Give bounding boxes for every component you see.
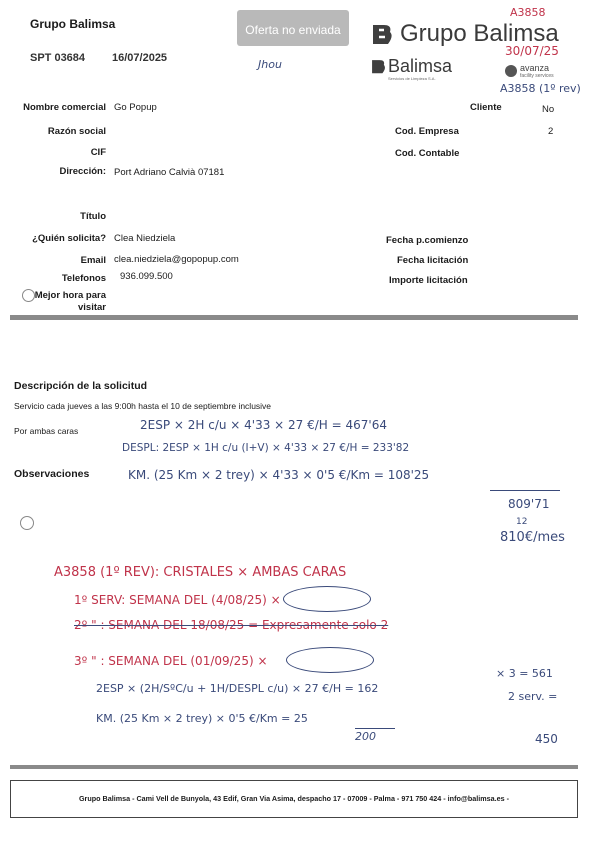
- fecha-comienzo-label: Fecha p.comienzo: [386, 235, 469, 246]
- solicitud-line2: Por ambas caras: [14, 426, 79, 436]
- date-circle-1: [283, 586, 371, 612]
- hw-total2: 810€/mes: [500, 530, 565, 545]
- quien-solicita-label: ¿Quién solicita?: [32, 233, 106, 244]
- quien-solicita-value: Clea Niedziela: [114, 233, 176, 244]
- balimsa-small-b-icon: [370, 58, 388, 76]
- logo2-text: Balimsa: [388, 56, 453, 76]
- balimsa-b-icon: [370, 22, 396, 48]
- hw-total1: 809'71: [508, 497, 550, 511]
- logo3-sub: facility services: [520, 73, 554, 79]
- cliente-value: No: [542, 104, 555, 115]
- cif-label: CIF: [90, 147, 106, 158]
- telefonos-value: 936.099.500: [120, 271, 173, 282]
- hw-top-ref2: A3858 (1º rev): [500, 82, 581, 95]
- logo2-sub: Servicios de Limpieza S.A.: [388, 76, 436, 81]
- hw-calc6: 200: [355, 730, 376, 743]
- mejor-hora-label-1: Mejor hora para: [34, 290, 106, 301]
- solicitud-heading: Descripción de la solicitud: [14, 380, 148, 392]
- razon-social-label: Razón social: [47, 126, 106, 137]
- footer-divider: [10, 765, 578, 769]
- grupo-balimsa-logo: [370, 22, 396, 53]
- hw-top-date: 30/07/25: [505, 44, 559, 58]
- solicitud-line1: Servicio cada jueves a las 9:00h hasta el 10 de septiembre inclusive: [14, 401, 272, 411]
- footer-text: Grupo Balimsa - Cami Vell de Bunyola, 43 Edif, Gran Via Asima, despacho 17 - 07009 - Palma - 971 750 424 - info@balimsa.es -: [78, 794, 510, 803]
- telefonos-label: Telefonos: [61, 273, 106, 284]
- company-name: Grupo Balimsa: [30, 17, 116, 31]
- nombre-comercial-value: Go Popup: [114, 102, 157, 113]
- email-value: clea.niedziela@gopopup.com: [114, 254, 239, 265]
- direccion-value: Port Adriano Calvià 07181: [114, 167, 225, 178]
- cod-empresa-value: 2: [548, 126, 554, 137]
- nombre-comercial-label: Nombre comercial: [23, 102, 106, 113]
- fecha-licitacion-label: Fecha licitación: [397, 255, 469, 266]
- punch-hole-icon: [22, 289, 35, 302]
- hw-calc5: KM. (25 Km × 2 trey) × 0'5 €/Km = 25: [96, 712, 308, 725]
- cod-empresa-label: Cod. Empresa: [395, 126, 459, 137]
- hw-calc4: 2ESP × (2H/SºC/u + 1H/DESPL c/u) × 27 €/H = 162: [96, 682, 379, 695]
- hw-top-ref1: A3858: [510, 6, 546, 19]
- hw-red-l3: 3º " : SEMANA DEL (01/09/25) ×: [74, 654, 268, 668]
- document-date: 16/07/2025: [112, 52, 168, 64]
- hw-right1: × 3 = 561: [496, 667, 553, 680]
- date-circle-2: [286, 647, 374, 673]
- mejor-hora-label-2: visitar: [78, 302, 106, 313]
- observaciones-label: Observaciones: [14, 468, 90, 480]
- cod-contable-label: Cod. Contable: [395, 148, 460, 159]
- hw-total2-top: 12: [516, 517, 528, 527]
- avanza-check-icon: [505, 65, 517, 77]
- signature-note: Jhou: [258, 58, 282, 71]
- sum-line: [490, 490, 560, 491]
- hw-right2: 2 serv. =: [508, 690, 558, 703]
- direccion-label: Dirección:: [59, 166, 106, 177]
- sum-line-2: [355, 728, 395, 729]
- punch-hole-icon-2: [20, 516, 34, 530]
- balimsa-logo: [370, 58, 388, 81]
- hw-red-l1: 1º SERV: SEMANA DEL (4/08/25) ×: [74, 593, 281, 607]
- hw-right3: 450: [535, 732, 558, 746]
- cliente-label: Cliente: [470, 102, 502, 113]
- status-badge: Oferta no enviada: [237, 10, 349, 46]
- importe-licitacion-label: Importe licitación: [389, 275, 468, 286]
- section-divider: [10, 315, 578, 320]
- logo-text: Grupo Balimsa: [400, 20, 559, 47]
- email-label: Email: [80, 255, 106, 266]
- hw-red-title: A3858 (1º REV): CRISTALES × AMBAS CARAS: [54, 565, 347, 580]
- hw-calc3: KM. (25 Km × 2 trey) × 4'33 × 0'5 €/Km = 108'25: [128, 468, 430, 482]
- logo3-text: avanza: [520, 63, 550, 73]
- hw-calc1: 2ESP × 2H c/u × 4'33 × 27 €/H = 467'64: [140, 418, 387, 432]
- document-number: SPT 03684: [30, 52, 86, 64]
- hw-red-l2: 2º " : SEMANA DEL 18/08/25 = Expresamente solo 2: [74, 618, 389, 632]
- hw-calc2: DESPL: 2ESP × 1H c/u (I+V) × 4'33 × 27 €/H = 233'82: [122, 442, 410, 454]
- titulo-label: Título: [80, 211, 106, 222]
